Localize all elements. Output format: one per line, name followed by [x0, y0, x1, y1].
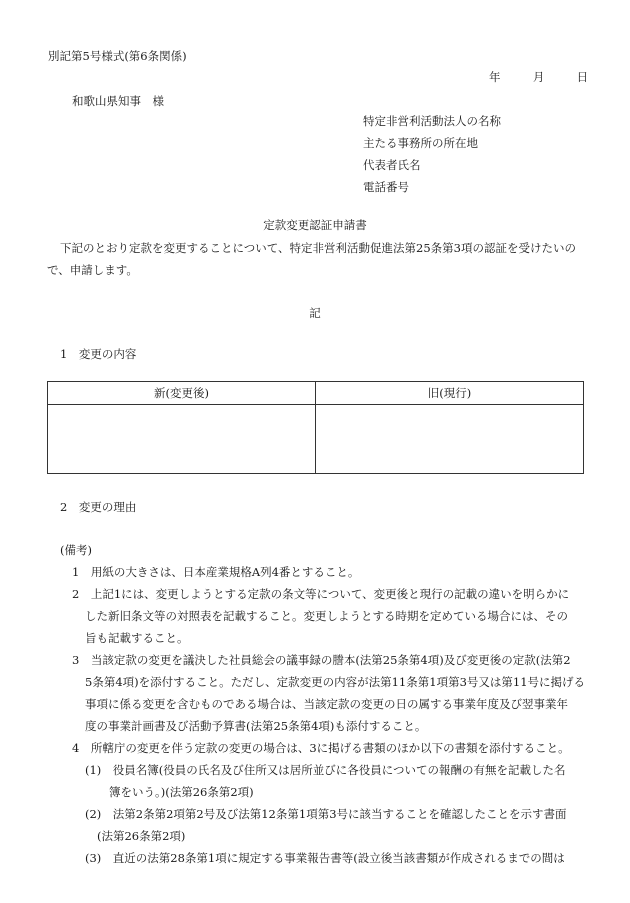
- note-line: 旨も記載すること。: [85, 631, 189, 645]
- note-line: 簿をいう。)(法第26条第2項): [109, 785, 254, 799]
- intro-line-2: で、申請します。: [47, 263, 138, 277]
- note-line: 事項に係る変更を含むものである場合は、当該定款の変更の日の属する事業年度及び翌事業年: [85, 697, 568, 711]
- section-1-heading: 1 変更の内容: [60, 347, 137, 361]
- column-header-old: 旧(現行): [316, 382, 584, 405]
- note-line: 1 用紙の大きさは、日本産業規格A列4番とすること。: [72, 565, 360, 579]
- note-line: 3 当該定款の変更を議決した社員総会の議事録の謄本(法第25条第4項)及び変更後の定款(法第2: [72, 653, 571, 667]
- form-label: 別記第5号様式(第6条関係): [48, 49, 187, 63]
- note-line: (1) 役員名簿(役員の氏名及び住所又は居所並びに各役員についての報酬の有無を記載した名: [85, 763, 566, 777]
- note-line: (2) 法第2条第2項第2号及び法第12条第1項第3号に該当することを確認したことを示す書面: [85, 807, 567, 821]
- applicant-field-phone: 電話番号: [363, 180, 409, 194]
- applicant-field-representative: 代表者氏名: [363, 158, 421, 172]
- note-line: 4 所轄庁の変更を伴う定款の変更の場合は、3に掲げる書類のほか以下の書類を添付すること。: [72, 741, 570, 755]
- applicant-field-name: 特定非営利活動法人の名称: [363, 114, 501, 128]
- note-line: 2 上記1には、変更しようとする定款の条文等について、変更後と現行の記載の違いを明らかに: [72, 587, 570, 601]
- cell-old-content[interactable]: [316, 405, 584, 474]
- recipient: 和歌山県知事 様: [72, 94, 164, 108]
- note-line: (法第26条第2項): [97, 829, 186, 843]
- column-header-new: 新(変更後): [48, 382, 316, 405]
- section-2-heading: 2 変更の理由: [60, 500, 137, 514]
- applicant-field-address: 主たる事務所の所在地: [363, 136, 478, 150]
- notes-heading: (備考): [60, 543, 92, 557]
- ki-heading: 記: [309, 306, 321, 320]
- note-line: 度の事業計画書及び活動予算書(法第25条第4項)も添付すること。: [85, 719, 427, 733]
- date-year: 年: [489, 70, 501, 84]
- date-line: [489, 69, 588, 85]
- note-line: した新旧条文等の対照表を記載すること。変更しようとする時期を定めている場合には、その: [85, 609, 568, 623]
- note-line: 5条第4項)を添付すること。ただし、定款変更の内容が法第11条第1項第3号又は第11号に掲げる: [85, 675, 586, 689]
- note-line: (3) 直近の法第28条第1項に規定する事業報告書等(設立後当該書類が作成されるまでの間は: [85, 851, 565, 865]
- changes-table: [47, 381, 584, 474]
- document-title: 定款変更認証申請書: [263, 218, 367, 232]
- intro-line-1: 下記のとおり定款を変更することについて、特定非営利活動促進法第25条第3項の認証を受けたいの: [60, 241, 576, 255]
- cell-new-content[interactable]: [48, 405, 316, 474]
- date-month: 月: [532, 70, 545, 84]
- date-day: 日: [576, 70, 589, 84]
